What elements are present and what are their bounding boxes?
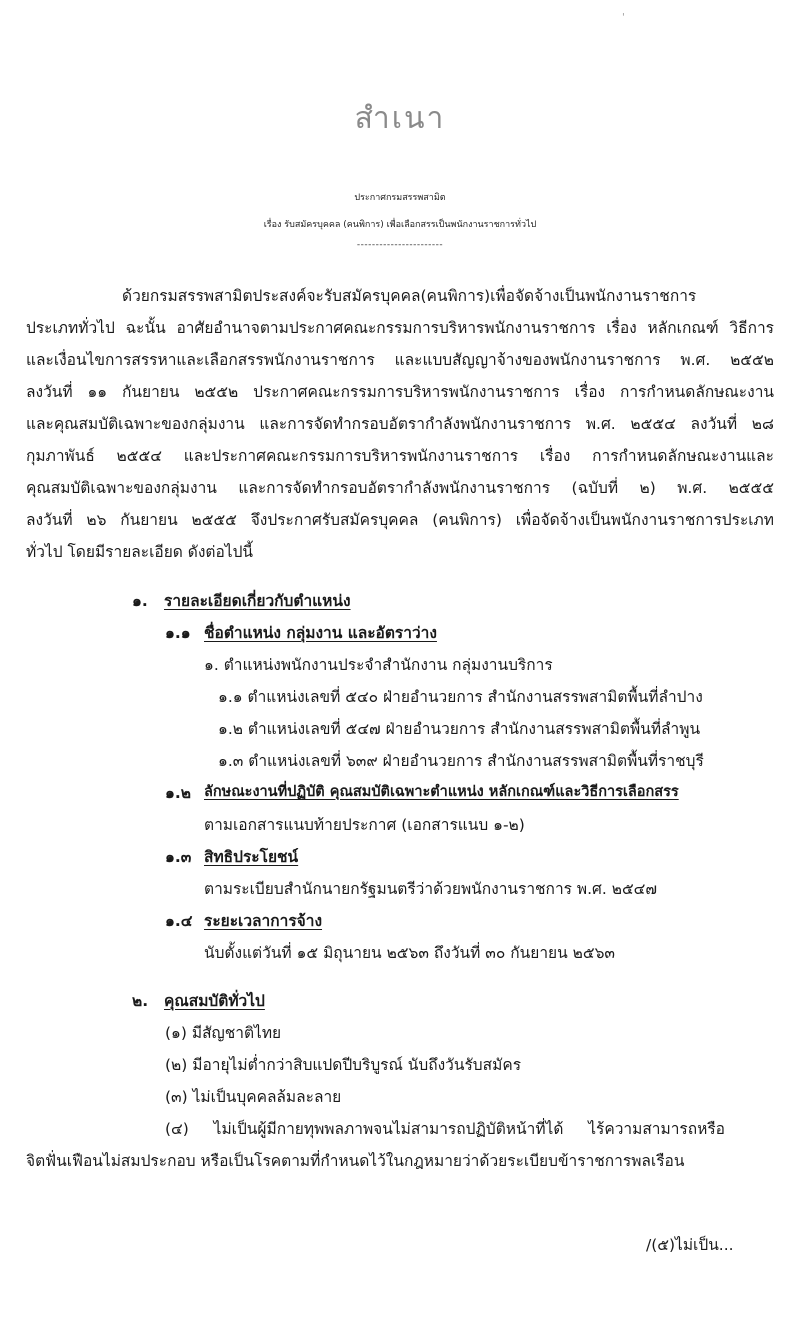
intro-line: กุมภาพันธ์ ๒๕๕๔ และประกาศคณะกรรมการบริหารพนักงานราชการ เรื่อง การกำหนดลักษณะงานและ	[26, 447, 774, 465]
section-1-number: ๑.	[132, 592, 148, 610]
intro-line: ทั่วไป โดยมีรายละเอียด ดังต่อไปนี้	[26, 543, 254, 561]
subsection-1-2-number: ๑.๒	[165, 784, 191, 802]
intro-line: และคุณสมบัติเฉพาะของกลุ่มงาน และการจัดทำกรอบอัตรากำลังพนักงานราชการ พ.ศ. ๒๕๕๔ ลงวันที่ ๒๘	[26, 415, 774, 433]
subsection-1-2-title: ลักษณะงานที่ปฏิบัติ คุณสมบัติเฉพาะตำแหน่ง หลักเกณฑ์และวิธีการเลือกสรร	[204, 784, 679, 800]
intro-line: ลงวันที่ ๑๑ กันยายน ๒๕๕๒ ประกาศคณะกรรมการบริหารพนักงานราชการ เรื่อง การกำหนดลักษณะงาน	[26, 383, 774, 401]
section-2-title: คุณสมบัติทั่วไป	[164, 992, 265, 1010]
qualification-item: (๔) ไม่เป็นผู้มีกายทุพพลภาพจนไม่สามารถปฏิบัติหน้าที่ได้ ไร้ความสามารถหรือ	[165, 1120, 725, 1138]
subsection-1-3-body: ตามระเบียบสำนักนายกรัฐมนตรีว่าด้วยพนักงานราชการ พ.ศ. ๒๕๔๗	[204, 880, 658, 898]
position-name: ๑. ตำแหน่งพนักงานประจำสำนักงาน กลุ่มงานบริการ	[204, 656, 553, 674]
header-rule: -----------------------	[356, 240, 444, 250]
announcement-agency: ประกาศกรมสรรพสามิต	[354, 193, 446, 203]
qualification-item: (๓) ไม่เป็นบุคคลล้มละลาย	[165, 1088, 342, 1106]
announcement-subject: เรื่อง รับสมัครบุคคล (คนพิการ) เพื่อเลือกสรรเป็นพนักงานราชการทั่วไป	[263, 220, 537, 230]
subsection-1-4-title: ระยะเวลาการจ้าง	[204, 912, 323, 930]
corner-mark: '	[622, 12, 625, 23]
subsection-1-3-number: ๑.๓	[165, 848, 192, 866]
position-slot: ๑.๒ ตำแหน่งเลขที่ ๕๔๗ ฝ่ายอำนวยการ สำนักงานสรรพสามิตพื้นที่ลำพูน	[218, 720, 701, 738]
qualification-item: (๑) มีสัญชาติไทย	[165, 1024, 282, 1042]
subsection-1-4-body: นับตั้งแต่วันที่ ๑๕ มิถุนายน ๒๕๖๓ ถึงวันที่ ๓๐ กันยายน ๒๕๖๓	[204, 944, 616, 962]
subsection-1-4-number: ๑.๔	[165, 912, 193, 930]
subsection-1-1-number: ๑.๑	[165, 624, 191, 642]
section-2-number: ๒.	[132, 992, 149, 1010]
position-slot: ๑.๑ ตำแหน่งเลขที่ ๕๔๐ ฝ่ายอำนวยการ สำนักงานสรรพสามิตพื้นที่ลำปาง	[218, 688, 703, 706]
intro-line: คุณสมบัติเฉพาะของกลุ่มงาน และการจัดทำกรอบอัตรากำลังพนักงานราชการ (ฉบับที่ ๒) พ.ศ. ๒๕๕๕	[26, 479, 774, 497]
qualification-item-continued: จิตฟั่นเฟือนไม่สมประกอบ หรือเป็นโรคตามที่กำหนดไว้ในกฎหมายว่าด้วยระเบียบข้าราชการพลเรือน	[26, 1152, 685, 1170]
page-continuation: /(๕)ไม่เป็น...	[646, 1236, 734, 1254]
intro-line: ประเภททั่วไป ฉะนั้น อาศัยอำนาจตามประกาศคณะกรรมการบริหารพนักงานราชการ เรื่อง หลักเกณฑ์ วิธีการ	[26, 319, 774, 337]
intro-line: และเงื่อนไขการสรรหาและเลือกสรรพนักงานราชการ และแบบสัญญาจ้างของพนักงานราชการ พ.ศ. ๒๕๕๒	[26, 351, 774, 369]
position-slot: ๑.๓ ตำแหน่งเลขที่ ๖๓๙ ฝ่ายอำนวยการ สำนักงานสรรพสามิตพื้นที่ราชบุรี	[218, 752, 704, 770]
intro-line: ด้วยกรมสรรพสามิตประสงค์จะรับสมัครบุคคล(คนพิการ)เพื่อจัดจ้างเป็นพนักงานราชการ	[122, 287, 697, 305]
copy-stamp: สำเนา	[354, 101, 446, 136]
subsection-1-1-title: ชื่อตำแหน่ง กลุ่มงาน และอัตราว่าง	[204, 624, 437, 642]
subsection-1-3-title: สิทธิประโยชน์	[204, 848, 299, 866]
section-1-title: รายละเอียดเกี่ยวกับตำแหน่ง	[164, 592, 351, 610]
qualification-item: (๒) มีอายุไม่ต่ำกว่าสิบแปดปีบริบูรณ์ นับถึงวันรับสมัคร	[165, 1056, 522, 1074]
intro-line: ลงวันที่ ๒๖ กันยายน ๒๕๕๕ จึงประกาศรับสมัครบุคคล (คนพิการ) เพื่อจัดจ้างเป็นพนักงานราชการประเภท	[26, 511, 774, 529]
subsection-1-2-body: ตามเอกสารแนบท้ายประกาศ (เอกสารแนบ ๑-๒)	[204, 816, 525, 834]
